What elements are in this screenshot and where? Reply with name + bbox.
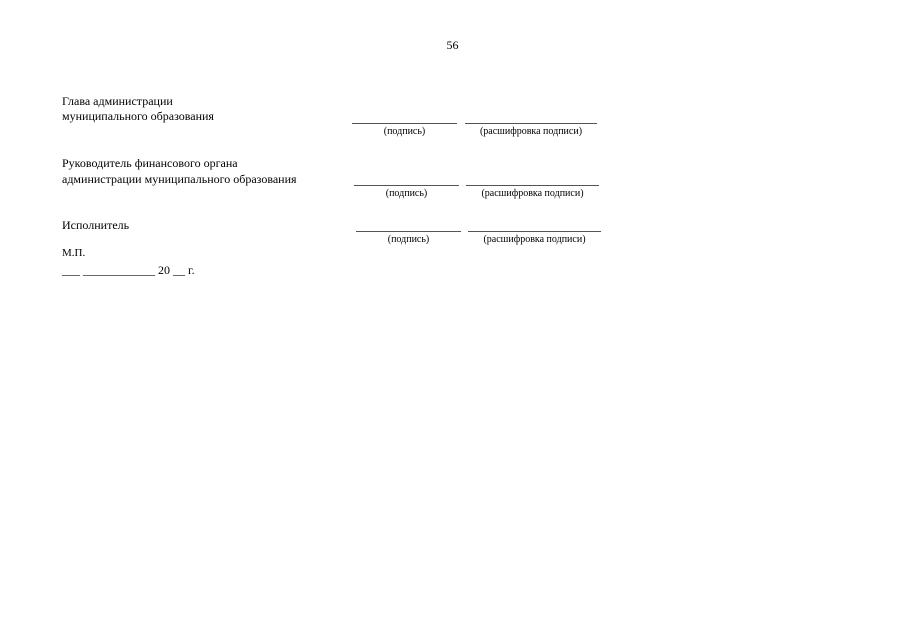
transcript-line-executor <box>468 231 601 232</box>
signature-line-executor <box>356 231 461 232</box>
signature-line-head <box>352 123 457 124</box>
transcript-caption-finance: (расшифровка подписи) <box>481 188 584 199</box>
signer-title-head-line2: муниципального образования <box>62 109 214 123</box>
signer-title-head-line1: Глава администрации <box>62 94 173 108</box>
stamp-place-label: М.П. <box>62 247 86 259</box>
transcript-caption-executor: (расшифровка подписи) <box>483 234 586 245</box>
signature-caption-finance: (подпись) <box>385 188 428 199</box>
transcript-caption-head: (расшифровка подписи) <box>479 126 583 137</box>
signer-title-executor: Исполнитель <box>62 218 130 232</box>
signature-line-finance <box>354 185 459 186</box>
transcript-line-head <box>465 123 597 124</box>
signature-caption-executor: (подпись) <box>387 234 430 245</box>
signature-caption-head: (подпись) <box>383 126 426 137</box>
transcript-line-finance <box>466 185 599 186</box>
date-line: ___ ____________ 20 __ г. <box>62 263 195 277</box>
signer-title-finance-line1: Руководитель финансового органа <box>62 156 238 170</box>
page-number: 56 <box>446 38 459 52</box>
signer-title-finance-line2: администрации муниципального образования <box>62 172 297 186</box>
